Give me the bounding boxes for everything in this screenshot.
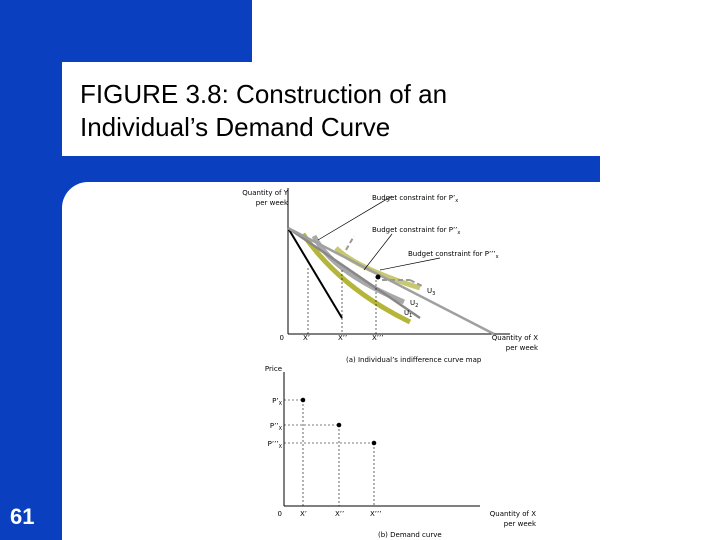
budget-label-1: Budget constraint for $P’_x$ (372, 194, 459, 204)
price-label-3: $P’’’_X$ (267, 440, 282, 450)
top-tick-x2: X’’ (338, 334, 348, 342)
pointer-budget-3 (380, 258, 440, 270)
top-x-axis-label-2: per week (505, 344, 538, 352)
demand-point-3 (372, 441, 377, 446)
indifference-map-panel (242, 188, 539, 364)
top-y-axis-label-2: per week (255, 199, 288, 207)
top-caption: (a) Individual’s indifference curve map (346, 356, 482, 364)
slide-number: 61 (10, 504, 35, 529)
budget-label-2: Budget constraint for $P’’_x$ (372, 226, 461, 236)
pointer-budget-2 (364, 234, 392, 270)
top-origin: 0 (279, 334, 284, 342)
top-x-axis-label-1: Quantity of X (491, 334, 538, 342)
top-y-axis-label-1: Quantity of Y (242, 189, 288, 197)
dashed-guide-1 (346, 236, 354, 250)
bottom-x-axis-label-2: per week (503, 520, 536, 528)
tangency-point (376, 275, 381, 280)
bottom-tick-x1: X’ (300, 510, 308, 518)
demand-curve-panel (265, 365, 537, 539)
price-label-2: $P’’_X$ (269, 422, 282, 432)
slide-title-line-2: Individual’s Demand Curve (80, 112, 391, 142)
bottom-x-axis-label-1: Quantity of X (489, 510, 536, 518)
bottom-caption: (b) Demand curve (378, 531, 442, 539)
bottom-tick-x2: X’’ (335, 510, 345, 518)
bottom-origin: 0 (277, 510, 282, 518)
demand-point-2 (337, 423, 342, 428)
top-tick-x3: X’’’ (372, 334, 384, 342)
price-label-1: $P’_X$ (272, 397, 282, 407)
bottom-y-axis-label: Price (264, 365, 282, 373)
label-u2: $U_2$ (410, 299, 419, 309)
bottom-tick-x3: X’’’ (370, 510, 382, 518)
budget-label-3: Budget constraint for $P’’’_x$ (408, 250, 499, 260)
label-u1: $U_1$ (404, 309, 413, 319)
demand-point-1 (301, 398, 306, 403)
label-u3: $U_3$ (427, 287, 436, 297)
slide-title-line-1: FIGURE 3.8: Construction of an (80, 79, 448, 109)
top-tick-x1: X’ (303, 334, 311, 342)
